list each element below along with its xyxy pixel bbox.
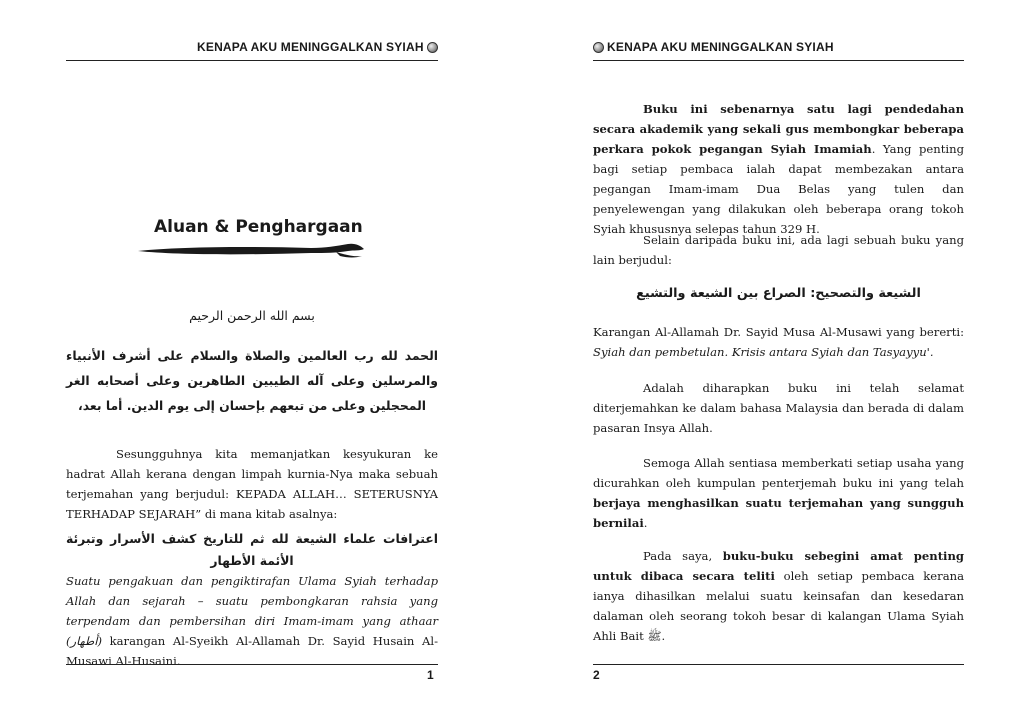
page-number-1: 1 [427, 668, 434, 682]
author-credit: karangan Al-Syeikh Al-Allamah Dr. Sayid Husain Al-Musawi Al-Husaini. [66, 634, 438, 668]
intro-rest: . Yang penting bagi setiap pembaca ialah dapat membezakan antara pegangan Imam-imam Dua Belas yang tulen dan penyelewengan yang dilakukan oleh beberapa orang tokoh Syiah khususnya selepas tahun 329 H. [593, 142, 964, 236]
left-header-text: KENAPA AKU MENINGGALKAN SYIAH [197, 40, 424, 54]
closing-bold: buku-buku sebegini amat penting untuk dibaca secara teliti [593, 549, 964, 583]
closing-end: . [661, 629, 666, 643]
left-header-rule [66, 60, 438, 61]
right-header-text: KENAPA AKU MENINGGALKAN SYIAH [607, 40, 834, 54]
second-book-translation: Syiah dan pembetulan. Krisis antara Syiah dan Tasyayyu'. [593, 345, 934, 359]
page-number-2: 2 [593, 668, 600, 682]
right-paragraph-1 [593, 99, 964, 239]
arabic-book-title: اعترافات علماء الشيعة لله ثم للتاريخ كشف الأسرار وتبرئة الأئمة الأطهار [66, 531, 438, 568]
right-paragraph-2: Selain daripada buku ini, ada lagi sebuah buku yang lain berjudul: [593, 233, 964, 267]
globe-icon [593, 42, 604, 53]
closing-rest: oleh setiap pembaca kerana ianya dihasilkan melalui suatu keinsafan dan kesedaran dalaman oleh seorang tokoh besar di kalangan Ulama Syiah Ahli Bait [593, 569, 964, 643]
right-paragraph-6 [593, 546, 964, 646]
left-paragraph-1: Sesungguhnya kita memanjatkan kesyukuran ke hadrat Allah kerana dengan limpah kurnia-Nya maka sebuah terjemahan yang berjudul: KEPADA ALLAH… SETERUSNYA TERHADAP SEJARAH” di mana kitab asalnya: [66, 447, 438, 521]
basmalah: بسم الله الرحمن الرحيم [189, 308, 315, 323]
right-header-rule [593, 60, 964, 61]
paren-close: ) [97, 634, 102, 648]
arabic-second-title: الشيعة والتصحيح: الصراع بين الشيعة والتشيع [636, 286, 921, 301]
left-footer-rule [66, 664, 438, 665]
right-running-header [593, 40, 834, 54]
second-book-author: Karangan Al-Allamah Dr. Sayid Musa Al-Musawi yang bererti: [593, 325, 964, 339]
blessing-lead: Semoga Allah sentiasa memberkati setiap usaha yang dicurahkan oleh kumpulan penterjemah buku ini yang telah [593, 456, 964, 490]
book-translation-italic: Suatu pengakuan dan pengiktirafan Ulama Syiah terhadap Allah dan sejarah – suatu pembongkaran rahsia yang terpendam dan pembersihan diri Imam-imam yang athaar ( [66, 574, 438, 648]
honorific-symbol: ﷺ [647, 629, 662, 643]
brush-stroke-divider-icon [136, 240, 366, 260]
section-title: Aluan & Penghargaan [154, 217, 363, 237]
left-paragraph-2 [66, 571, 438, 671]
right-paragraph-3 [593, 322, 964, 362]
right-paragraph-4: Adalah diharapkan buku ini telah selamat diterjemahkan ke dalam bahasa Malaysia dan berada di dalam pasaran Insya Allah. [593, 381, 964, 435]
blessing-end: . [643, 516, 648, 530]
blessing-bold: berjaya menghasilkan suatu terjemahan yang sungguh bernilai [593, 496, 964, 530]
arabic-praise: الحمد لله رب العالمين والصلاة والسلام على أشرف الأنبياء والمرسلين وعلى آله الطيبين الطاهرين وعلى أصحابه الغر المحجلين وعلى من تبعهم بإحسان إلى يوم الدين. أما بعد، [66, 348, 438, 413]
right-page [515, 0, 1030, 728]
left-running-header [197, 40, 438, 54]
globe-icon [427, 42, 438, 53]
athaar-arabic: أطهار [70, 634, 98, 648]
right-footer-rule [593, 664, 964, 665]
intro-bold: Buku ini sebenarnya satu lagi pendedahan secara akademik yang sekali gus membongkar beberapa perkara pokok pegangan Syiah Imamiah [593, 102, 964, 156]
closing-lead: Pada saya, [643, 549, 723, 563]
right-paragraph-5 [593, 453, 964, 533]
